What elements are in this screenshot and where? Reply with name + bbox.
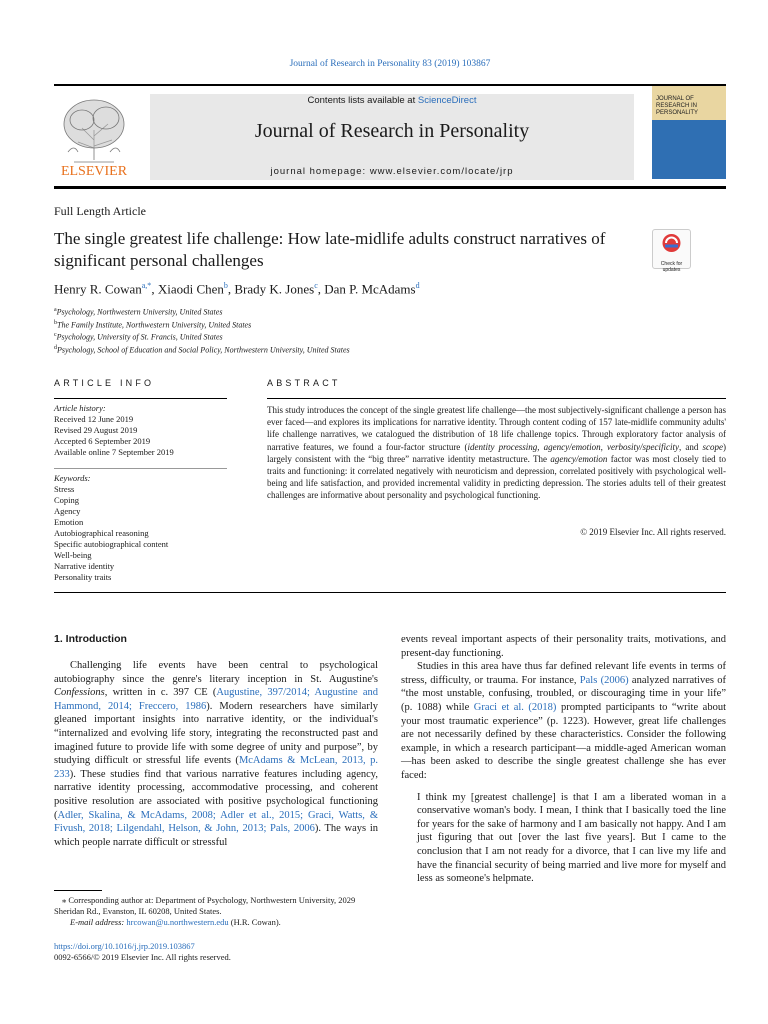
- body-column-right: [401, 633, 726, 886]
- citation-link[interactable]: Adler, Skalina, & McAdams, 2008; Adler et al., 2015; Graci, Watts, & Fivush, 2018; Lilgendahl, Helson, & John, 2013; Pals, 2006: [54, 809, 378, 835]
- author-affil-sup[interactable]: a,*: [141, 281, 152, 290]
- affiliation-sup: b: [54, 319, 57, 326]
- history-item: Accepted 6 September 2019: [54, 436, 151, 446]
- abstract-copyright: © 2019 Elsevier Inc. All rights reserved.: [580, 527, 726, 537]
- keyword: Well-being: [54, 550, 92, 560]
- article-info-heading: ARTICLE INFO: [54, 378, 155, 388]
- article-history: [54, 403, 227, 458]
- history-item: Available online 7 September 2019: [54, 447, 174, 457]
- corresponding-author-footnote: [54, 895, 378, 928]
- contents-prefix: Contents lists available at: [307, 95, 418, 106]
- author-name[interactable]: Dan P. McAdams: [324, 281, 416, 297]
- contents-line: [150, 95, 634, 106]
- paragraph-continuation: events reveal important aspects of their personality traits, motivations, and present-day functioning.: [401, 634, 726, 659]
- affiliation-text: Psychology, Northwestern University, United States: [56, 307, 223, 317]
- abstract-italic: agency/emotion: [550, 453, 608, 464]
- journal-homepage[interactable]: journal homepage: www.elsevier.com/locate/jrp: [270, 166, 514, 177]
- affiliation: [54, 343, 350, 356]
- email-suffix: (H.R. Cowan).: [228, 917, 281, 927]
- author-name[interactable]: Xiaodi Chen: [157, 281, 224, 297]
- keywords-label: Keywords:: [54, 473, 91, 483]
- abstract-span: factor was most closely tied to traits and functioning: it correlated negatively with neuroticism and depression, correlated positively with psychological well-being and life satisfaction, and provided incremental validity in predicting depression. The stories adults tell of their greatest challenges are informative about personality and psychological functioning.: [267, 453, 726, 501]
- elsevier-wordmark: ELSEVIER: [60, 164, 128, 179]
- affiliation-sup: a: [54, 307, 57, 313]
- keywords-rule: [54, 468, 227, 469]
- abstract-span: This study introduces the concept of the single greatest life challenge—the most subjectively-significant challenge a person has ever faced—and explores its implications for narrative identity. Through content coding of 157 late-midlife community adults' life challenge narratives, we catalogued the distribution of 18 life challenge topics. Through exploratory factor analysis of narrative features, we found a four-factor structure (: [267, 405, 726, 452]
- abstract-span: ) largely consistent with the “big three” narrative identity metastructure. The: [267, 441, 727, 464]
- body-text: Studies in this area have thus far defined relevant life events in terms of stress, difficulty, or trauma. For instance,: [401, 661, 726, 686]
- article-type: Full Length Article: [54, 204, 146, 218]
- abstract-rule: [267, 398, 726, 399]
- citation-link[interactable]: McAdams & McLean, 2013, p. 233: [54, 755, 378, 780]
- body-text: analyzed narratives of “the most unstable, confusing, troubled, or discouraging time in your life” (p. 1088) while: [401, 674, 726, 713]
- keyword: Narrative identity: [54, 561, 115, 571]
- section-heading: 1. Introduction: [54, 633, 127, 645]
- abstract-span: , and: [678, 441, 703, 452]
- history-label: Article history:: [54, 403, 106, 413]
- article-info-rule: [54, 398, 227, 399]
- keyword: Specific autobiographical content: [54, 539, 169, 549]
- keyword: Personality traits: [54, 572, 112, 582]
- author-name[interactable]: Brady K. Jones: [234, 281, 315, 297]
- author-list: Henry R. Cowan$^{a,*}$, Xiaodi Chen$^b$, Brady K. Jones$^c$, Dan P. McAdams$^d$: [54, 281, 420, 297]
- email-link[interactable]: hrcowan@u.northwestern.edu: [126, 917, 229, 927]
- body-text: prompted participants to “write about your most traumatic experience” (p. 1223). However, great life challenges are not necessarily defined by these characteristics. Consider the following example, in which a research participant—a middle-aged American woman—has been asked to describe the single greatest challenge she has ever faced:: [401, 701, 726, 781]
- body-italic: Confessions: [54, 687, 105, 699]
- keyword: Agency: [54, 506, 81, 516]
- footnote-rule: [54, 890, 102, 891]
- affiliation-sup: c: [54, 332, 57, 339]
- author-affil-sup[interactable]: d: [415, 281, 420, 290]
- keyword: Coping: [54, 495, 80, 505]
- footnote-star: ⁎: [62, 895, 67, 905]
- front-matter-rule: [54, 592, 726, 593]
- paragraph: [401, 660, 726, 782]
- affiliations: [54, 305, 350, 356]
- keyword: Stress: [54, 484, 75, 494]
- history-item: Revised 29 August 2019: [54, 425, 138, 435]
- check-updates-label: Check for updates: [660, 261, 683, 273]
- header-bottom-rule: [54, 186, 726, 189]
- email-label: E-mail address:: [70, 917, 127, 927]
- block-quote: I think my [greatest challenge] is that I am a liberated woman in a conservative woman's body. I mean, I think that I basically toed the line for years for the sake of harmony and I am basically not happy. And I am just figuring that out [over the last five years]. But I came to the conclusion that I am not ready for a divorce, that I can live my life and have the financial security of being married and live more for myself and less as someone's helpmate.: [417, 791, 726, 885]
- doi-block: [54, 941, 231, 963]
- cover-title: JOURNAL OF RESEARCH IN PERSONALITY: [656, 96, 699, 116]
- affiliation-text: Psychology, School of Education and Social Policy, Northwestern University, United States: [57, 345, 350, 355]
- journal-cover-thumbnail[interactable]: [652, 86, 726, 179]
- citation-link[interactable]: Pals (2006): [579, 674, 629, 686]
- affiliation-sup: d: [54, 344, 57, 351]
- header-top-rule: [54, 84, 726, 86]
- footnote-email: [54, 917, 378, 928]
- history-item: Received 12 June 2019: [54, 414, 134, 424]
- journal-name: Journal of Research in Personality: [254, 120, 530, 142]
- abstract-heading: ABSTRACT: [267, 378, 341, 388]
- body-column-left: [54, 659, 378, 849]
- affiliation-text: The Family Institute, Northwestern University, United States: [57, 320, 252, 330]
- footnote-text: Corresponding author at: Department of Psychology, Northwestern University, 2029 Sheridan Rd., Evanston, IL 60208, United States.: [54, 895, 356, 916]
- doi-link[interactable]: https://doi.org/10.1016/j.jrp.2019.103867: [54, 941, 195, 951]
- keywords-list: [54, 473, 227, 583]
- abstract-italic: scope: [702, 441, 724, 452]
- body-text: ). Modern researchers have similarly gleaned important insights into narrative identity, or the individual's “internalized and evolving life story, integrating the reconstructed past and imagined future to provide life with some degree of unity and purpose”, by studying difficult or stressful life events (: [54, 700, 378, 767]
- keyword: Autobiographical reasoning: [54, 528, 149, 538]
- citation-link[interactable]: Augustine, 397/2014; Augustine and Hammond, 2014; Freccero, 1986: [54, 687, 379, 712]
- affiliation-text: Psychology, University of St. Francis, United States: [56, 332, 223, 342]
- body-text: ). The ways in which people narrate difficult or stressful: [54, 823, 378, 848]
- check-for-updates-badge[interactable]: [652, 229, 691, 273]
- affiliation: [54, 330, 350, 343]
- abstract-text: [267, 404, 726, 502]
- body-text: , written in c. 397 CE (: [104, 687, 217, 699]
- sciencedirect-link[interactable]: ScienceDirect: [417, 95, 477, 106]
- check-updates-icon: [653, 230, 690, 256]
- body-text: Challenging life events have been central to psychological autobiography since the genre's literary inception in St. Augustine's: [54, 660, 378, 685]
- author-name[interactable]: Henry R. Cowan: [54, 281, 142, 297]
- elsevier-logo: [54, 90, 134, 182]
- abstract-italic: identity processing, agency/emotion, verbosity/specificity: [467, 441, 679, 452]
- footnote-corresponding: [54, 895, 378, 917]
- author-affil-sup[interactable]: c: [314, 281, 318, 290]
- journal-citation-link[interactable]: Journal of Research in Personality 83 (2019) 103867: [289, 59, 491, 69]
- affiliation: [54, 318, 350, 331]
- affiliation: [54, 305, 350, 318]
- body-text: ). These studies find that various narrative features including agency, narrative identity processing, accommodative processing, and coherent positive resolution are associated with positive psychological functioning (: [54, 768, 378, 821]
- issn-line: 0092-6566/© 2019 Elsevier Inc. All rights reserved.: [54, 952, 231, 962]
- citation-link[interactable]: Graci et al. (2018): [473, 701, 557, 713]
- author-affil-sup[interactable]: b: [223, 281, 228, 290]
- article-title: The single greatest life challenge: How late-midlife adults construct narratives of significant personal challenges: [54, 229, 606, 270]
- keyword: Emotion: [54, 517, 84, 527]
